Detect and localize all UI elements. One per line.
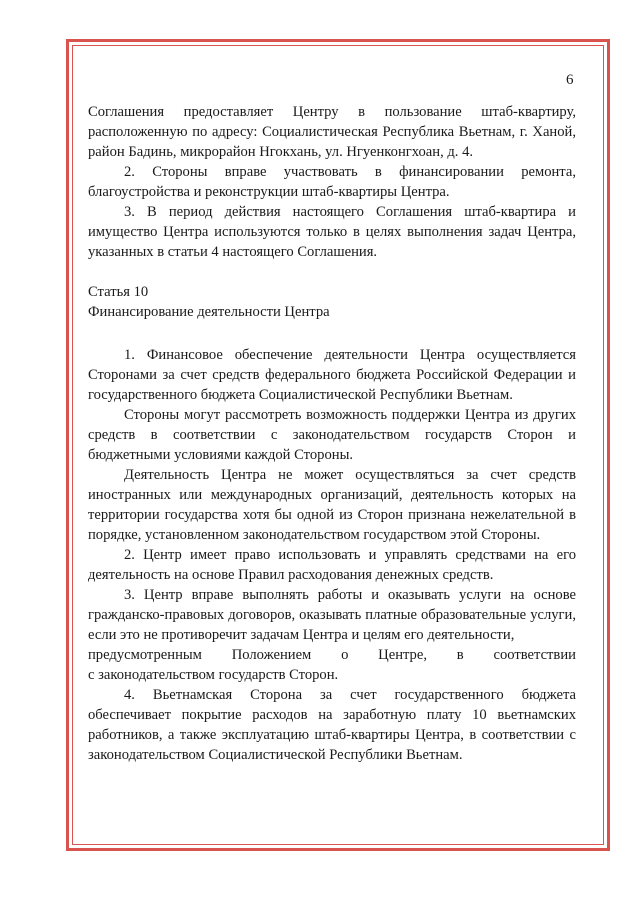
word: предусмотренным	[88, 647, 202, 663]
word: Положением	[231, 647, 312, 663]
paragraph: с законодательством государств Сторон.	[88, 667, 339, 683]
word: соответствии	[493, 647, 576, 663]
word: в	[456, 647, 464, 663]
paragraph: Деятельность Центра не может осуществляться за счет средств иностранных или международных организаций, деятельность которых на территории государства хотя бы одной из Сторон признана нежелательной в порядке, установленном законодательством государством этой Стороны.	[88, 467, 576, 543]
article-title: Финансирование деятельности Центра	[88, 304, 330, 320]
document-body	[88, 102, 576, 765]
word: Центре,	[378, 647, 427, 663]
paragraph: 1. Финансовое обеспечение деятельности Центра осуществляется Сторонами за счет средств федерального бюджета Российской Федерации и государственного бюджета Социалистической Республики Вьетнам.	[88, 347, 576, 403]
paragraph: 4. Вьетнамская Сторона за счет государственного бюджета обеспечивает покрытие расходов на заработную плату 10 вьетнамских работников, а также эксплуатацию штаб-квартиры Центра, в соответствии с законодательством Социалистической Республики Вьетнам.	[88, 687, 576, 763]
article-number: Статья 10	[88, 284, 149, 300]
paragraph: Соглашения предоставляет Центру в пользование штаб-квартиру, расположенную по адресу: Социалистическая Республика Вьетнам, г. Ханой, район Бадинь, микрорайон Нгокхань, ул. Нгуенконгхоан, д. 4.	[88, 104, 576, 160]
word: о	[341, 647, 349, 663]
paragraph: Стороны могут рассмотреть возможность поддержки Центра из других средств в соответствии с законодательством государств Сторон и бюджетными условиями каждой Стороны.	[88, 407, 576, 463]
paragraph: 3. В период действия настоящего Соглашения штаб-квартира и имущество Центра используются только в целях выполнения задач Центра, указанных в статьи 4 настоящего Соглашения.	[88, 204, 576, 260]
paragraph: 2. Центр имеет право использовать и управлять средствами на его деятельность на основе Правил расходования денежных средств.	[88, 547, 576, 583]
paragraph-justified-line	[88, 645, 576, 665]
paragraph: 3. Центр вправе выполнять работы и оказывать услуги на основе гражданско-правовых договоров, оказывать платные образовательные услуги, если это не противоречит задачам Центра и целям его деятельности,	[88, 587, 576, 643]
page-number: 6	[566, 72, 574, 88]
paragraph: 2. Стороны вправе участвовать в финансировании ремонта, благоустройства и реконструкции штаб-квартиры Центра.	[88, 164, 576, 200]
